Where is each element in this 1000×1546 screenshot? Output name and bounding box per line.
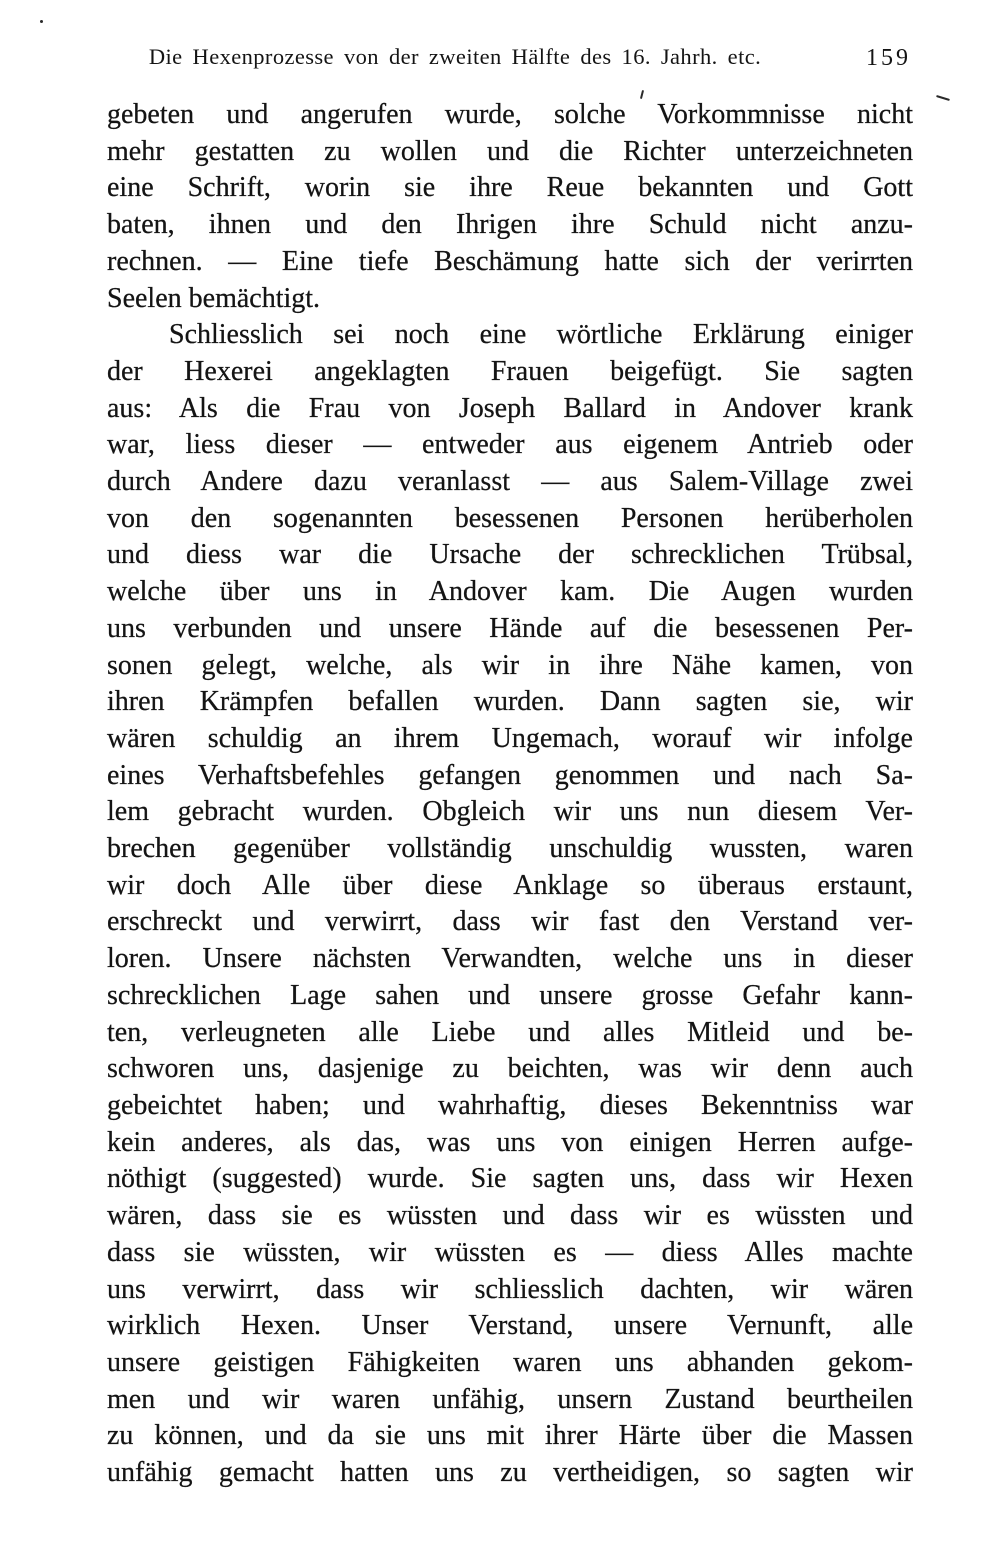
- text-line: der Hexerei angeklagten Frauen beigefügt. Sie sagten: [107, 355, 913, 387]
- text-line: welche über uns in Andover kam. Die Augen wurden: [107, 576, 913, 608]
- text-line: erschreckt und verwirrt, dass wir fast den Verstand ver-: [107, 906, 913, 938]
- running-header: [107, 44, 913, 78]
- text-line: eine Schrift, worin sie ihre Reue bekannten und Gott: [107, 172, 913, 204]
- text-line: Schliesslich sei noch eine wörtliche Erklärung einiger: [169, 319, 913, 351]
- text-line: ten, verleugneten alle Liebe und alles Mitleid und be-: [107, 1016, 913, 1048]
- text-line: dass sie wüssten, wir wüssten es — diess Alles machte: [107, 1236, 913, 1268]
- text-line: unsere geistigen Fähigkeiten waren uns abhanden gekom-: [107, 1346, 913, 1378]
- text-line: loren. Unsere nächsten Verwandten, welche uns in dieser: [107, 943, 913, 975]
- text-line: Seelen bemächtigt.: [107, 282, 321, 314]
- text-line: aus: Als die Frau von Joseph Ballard in Andover krank: [107, 392, 913, 424]
- text-line: kein anderes, als das, was uns von einigen Herren aufge-: [107, 1126, 913, 1158]
- text-line: ihren Krämpfen befallen wurden. Dann sagten sie, wir: [107, 686, 913, 718]
- scan-artifact-slash: [936, 95, 950, 101]
- text-line: brechen gegenüber vollständig unschuldig wussten, waren: [107, 833, 913, 865]
- text-line: men und wir waren unfähig, unsern Zustand beurtheilen: [107, 1383, 913, 1415]
- text-line: schrecklichen Lage sahen und unsere grosse Gefahr kann-: [107, 979, 913, 1011]
- text-line: eines Verhaftsbefehles gefangen genommen und nach Sa-: [107, 759, 913, 791]
- text-line: mehr gestatten zu wollen und die Richter unterzeichneten: [107, 135, 913, 167]
- page-body: [107, 97, 913, 1492]
- text-line: uns verbunden und unsere Hände auf die besessenen Per-: [107, 612, 913, 644]
- text-line: baten, ihnen und den Ihrigen ihre Schuld nicht anzu-: [107, 209, 913, 241]
- text-line: lem gebracht wurden. Obgleich wir uns nun diesem Ver-: [107, 796, 913, 828]
- text-line: uns verwirrt, dass wir schliesslich dachten, wir wären: [107, 1273, 913, 1305]
- text-line: sonen gelegt, welche, als wir in ihre Nähe kamen, von: [107, 649, 913, 681]
- text-line: unfähig gemacht hatten uns zu vertheidigen, so sagten wir: [107, 1457, 913, 1489]
- scan-artifact-dot: [40, 20, 43, 23]
- text-line: schworen uns, dasjenige zu beichten, was wir denn auch: [107, 1053, 913, 1085]
- text-line: nöthigt (suggested) wurde. Sie sagten uns, dass wir Hexen: [107, 1163, 913, 1195]
- text-line: gebeichtet haben; und wahrhaftig, dieses Bekenntniss war: [107, 1089, 913, 1121]
- text-line: durch Andere dazu veranlasst — aus Salem-Village zwei: [107, 466, 913, 498]
- text-line: wären, dass sie es wüssten und dass wir es wüssten und: [107, 1200, 913, 1232]
- text-line: wir doch Alle über diese Anklage so überaus erstaunt,: [107, 869, 913, 901]
- text-line: war, liess dieser — entweder aus eigenem Antrieb oder: [107, 429, 913, 461]
- text-line: wären schuldig an ihrem Ungemach, worauf wir infolge: [107, 722, 913, 754]
- page-number: 159: [866, 45, 911, 71]
- text-line: zu können, und da sie uns mit ihrer Härte über die Massen: [107, 1420, 913, 1452]
- header-title: Die Hexenprozesse von der zweiten Hälfte des 16. Jahrh. etc.: [148, 44, 762, 69]
- text-line: und diess war die Ursache der schrecklichen Trübsal,: [107, 539, 913, 571]
- text-line: rechnen. — Eine tiefe Beschämung hatte sich der verirrten: [107, 245, 913, 277]
- text-line: wirklich Hexen. Unser Verstand, unsere Vernunft, alle: [107, 1310, 913, 1342]
- text-line: gebeten und angerufen wurde, solche Vorkommnisse nicht: [107, 99, 913, 130]
- text-line: von den sogenannten besessenen Personen herüberholen: [107, 502, 913, 534]
